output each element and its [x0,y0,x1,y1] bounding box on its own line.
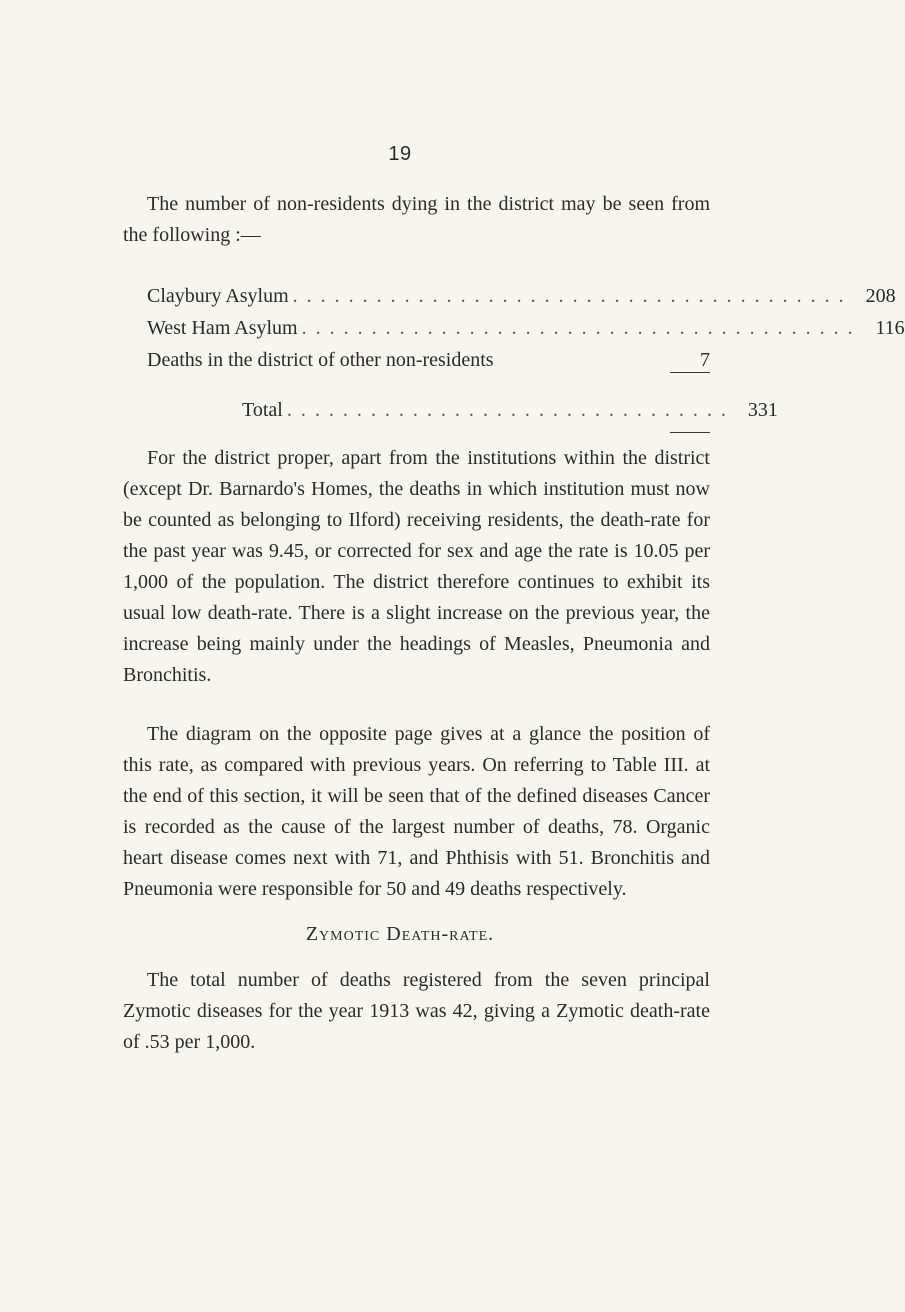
body-paragraph: For the district proper, apart from the institutions within the district (except Dr. Barnardo's Homes, the deaths in which institution must now be counted as belonging to Ilford) receiving residents, the death-rate for the past year was 9.45, or corrected for sex and age the rate is 10.05 per 1,000 of the population. The district therefore continues to exhibit its usual low death-rate. There is a slight increase on the previous year, the increase being mainly under the headings of Measles, Pneumonia and Bronchitis. [123,447,710,686]
table-row [147,345,710,376]
dot-leader: . . . . . . . . . . . . . . . . . . . . . . . . . . . . . . . . [286,399,728,421]
intro-paragraph: The number of non-residents dying in the district may be seen from the following :— [123,193,710,246]
total-value: 331 [747,399,778,421]
total-label: Total [242,399,283,421]
row-value: 7 [700,349,710,371]
row-value: 116 [875,317,905,339]
row-label: Claybury Asylum [147,285,289,307]
row-value: 208 [865,285,896,307]
dot-leader: . . . . . . . . . . . . . . . . . . . . . . . . . . . . . . . . . . . . . . . . [292,285,846,307]
row-label: West Ham Asylum [147,317,298,339]
total-rule-top [670,372,710,373]
total-row [242,395,778,426]
body-paragraph: The diagram on the opposite page gives at a glance the position of this rate, as compared with previous years. On referring to Table III. at the end of this section, it will be seen that of the defined diseases Cancer is recorded as the cause of the largest number of deaths, 78. Organic heart disease comes next with 71, and Phthisis with 51. Bronchitis and Pneumonia were responsible for 50 and 49 deaths respectively. [123,723,710,900]
table-row [147,281,896,312]
table-row [147,313,905,344]
dot-leader: . . . . . . . . . . . . . . . . . . . . . . . . . . . . . . . . . . . . . . . . [301,317,855,339]
total-rule-bottom [670,432,710,433]
section-heading: Zymotic Death-rate. [305,923,495,945]
row-label: Deaths in the district of other non-residents [147,349,494,371]
page-number: 19 [388,143,412,165]
section-paragraph: The total number of deaths registered from the seven principal Zymotic diseases for the year 1913 was 42, giving a Zymotic death-rate of .53 per 1,000. [123,969,710,1053]
